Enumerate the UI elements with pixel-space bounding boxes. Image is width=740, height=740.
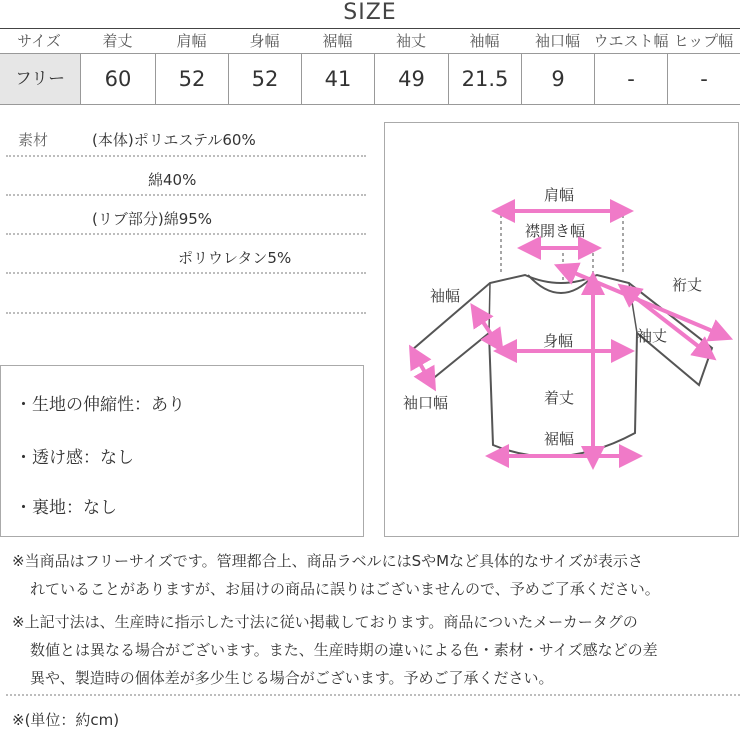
header-shoulder: 肩幅 [176,32,207,50]
cell-sleeve-length: 49 [374,54,448,104]
feature-sheerness: ・透け感：なし [15,448,134,468]
divider [6,194,366,196]
header-hip: ヒップ幅 [673,32,734,50]
label-neck: 襟開き幅 [525,222,586,240]
header-waist: ウエスト幅 [593,32,669,50]
material-line: 綿40% [148,171,197,189]
header-sleeve-length: 袖丈 [395,32,426,50]
label-sleeve-width: 袖幅 [430,287,461,305]
table-header-row [0,28,740,53]
header-chest: 身幅 [249,32,280,50]
header-size: サイズ [17,32,61,50]
note-line: ※当商品はフリーサイズです。管理都合上、商品ラベルにはSやMなど具体的なサイズが表示さ [12,552,643,570]
label-hem: 裾幅 [544,430,575,448]
divider [6,233,366,235]
divider [6,312,366,314]
garment-diagram-svg [385,123,738,536]
material-line: (リブ部分)綿95% [92,210,213,228]
cell-waist: - [594,54,667,104]
feature-stretch: ・生地の伸縮性：あり [15,395,185,415]
sleeve-seam-left [489,283,490,333]
label-shoulder: 肩幅 [544,186,575,204]
cell-sleeve-width: 21.5 [448,54,521,104]
cell-length: 60 [80,54,155,104]
note-line: 数値とは異なる場合がございます。また、生産時期の違いによる色・素材・サイズ感などの差 [30,641,658,659]
note-line: れていることがありますが、お届けの商品に誤りはございませんので、予めご了承ください。 [30,580,660,598]
material-line: (本体)ポリエステル60% [92,131,256,149]
material-line: ポリウレタン5% [178,249,292,267]
table-row [0,53,740,105]
cell-cuff: 9 [521,54,594,104]
unit-note: ※(単位：約cm) [12,711,120,729]
cell-hem: 41 [301,54,374,104]
measurement-diagram [384,122,739,537]
feature-lining: ・裏地：なし [15,498,117,518]
label-length: 着丈 [544,389,575,407]
header-hem: 裾幅 [322,32,353,50]
cell-chest: 52 [228,54,301,104]
label-chest: 身幅 [543,332,574,350]
page-title: SIZE [343,0,397,25]
material-section [0,120,370,320]
header-sleeve-width: 袖幅 [469,32,500,50]
note-line: 異や、製造時の個体差が多少生じる場合がございます。予めご了承ください。 [30,669,554,687]
divider [6,155,366,157]
features-box [0,365,364,537]
divider [6,272,366,274]
label-raglan: 裄丈 [672,276,703,294]
cell-hip: - [667,54,740,104]
cell-shoulder: 52 [155,54,228,104]
divider [6,694,740,696]
label-sleeve-length: 袖丈 [637,327,668,345]
cell-size: フリー [0,54,80,104]
header-length: 着丈 [102,32,133,50]
label-cuff: 袖口幅 [403,394,449,412]
material-label: 素材 [18,131,49,149]
note-line: ※上記寸法は、生産時に指示した寸法に従い掲載しております。商品についたメーカータグの [12,613,638,631]
header-cuff: 袖口幅 [534,32,580,50]
